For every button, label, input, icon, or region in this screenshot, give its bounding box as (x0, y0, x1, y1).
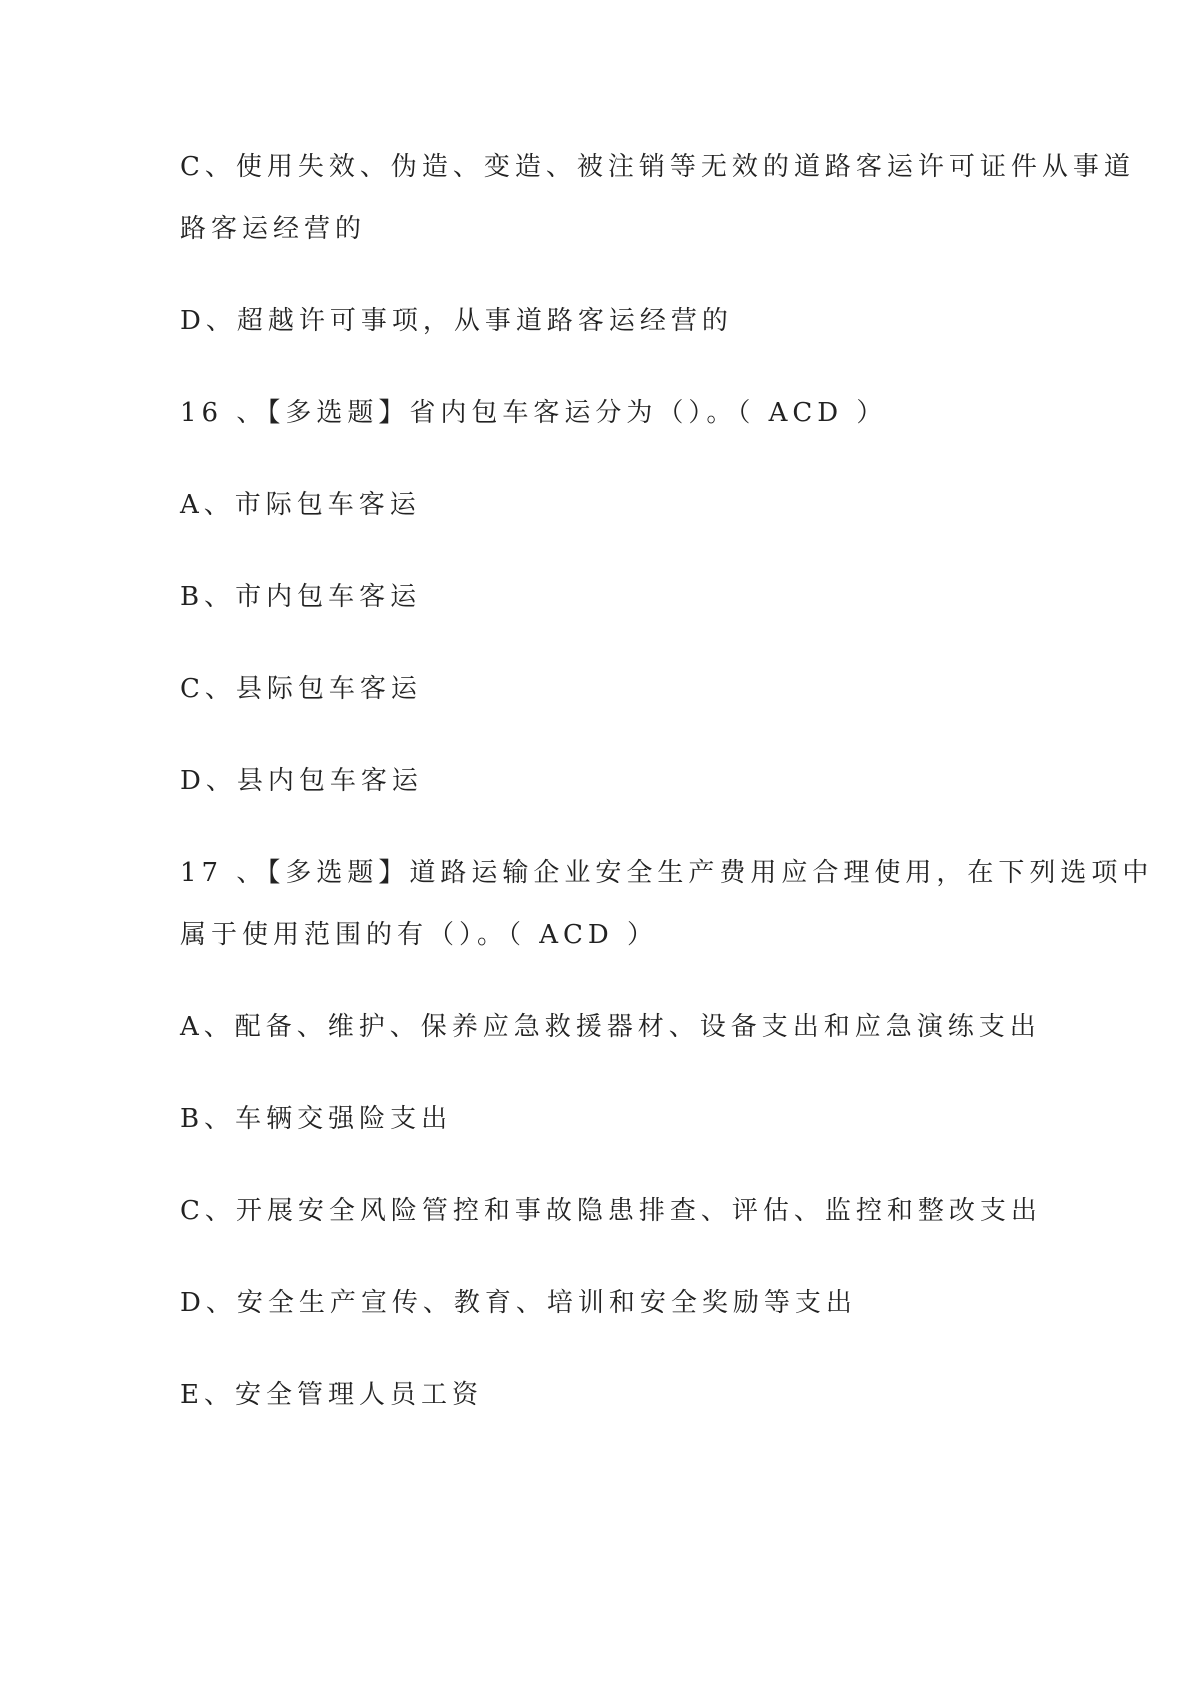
q15-option-c-line-1: C、使用失效、伪造、变造、被注销等无效的道路客运许可证件从事道 (180, 152, 1135, 182)
q16-option-c: C、县际包车客运 (180, 674, 422, 704)
q16-option-b: B、市内包车客运 (180, 582, 422, 612)
q16-option-a: A、市际包车客运 (180, 490, 421, 520)
q17-question-line-1: 17 、【多选题】道路运输企业安全生产费用应合理使用，在下列选项中 (180, 858, 1154, 888)
q17-option-e: E、安全管理人员工资 (180, 1380, 483, 1410)
q17-option-c: C、开展安全风险管控和事故隐患排查、评估、监控和整改支出 (180, 1196, 1042, 1226)
q17-question-line-2: 属于使用范围的有（）。（ ACD ） (180, 920, 659, 950)
q16-question: 16 、【多选题】省内包车客运分为（）。（ ACD ） (180, 398, 888, 428)
q17-option-a: A、配备、维护、保养应急救援器材、设备支出和应急演练支出 (180, 1012, 1041, 1042)
q17-option-d: D、安全生产宣传、教育、培训和安全奖励等支出 (180, 1288, 857, 1318)
q17-option-b: B、车辆交强险支出 (180, 1104, 453, 1134)
q15-option-c-line-2: 路客运经营的 (180, 214, 367, 244)
q15-option-d: D、超越许可事项，从事道路客运经营的 (180, 306, 733, 336)
q16-option-d: D、县内包车客运 (180, 766, 423, 796)
